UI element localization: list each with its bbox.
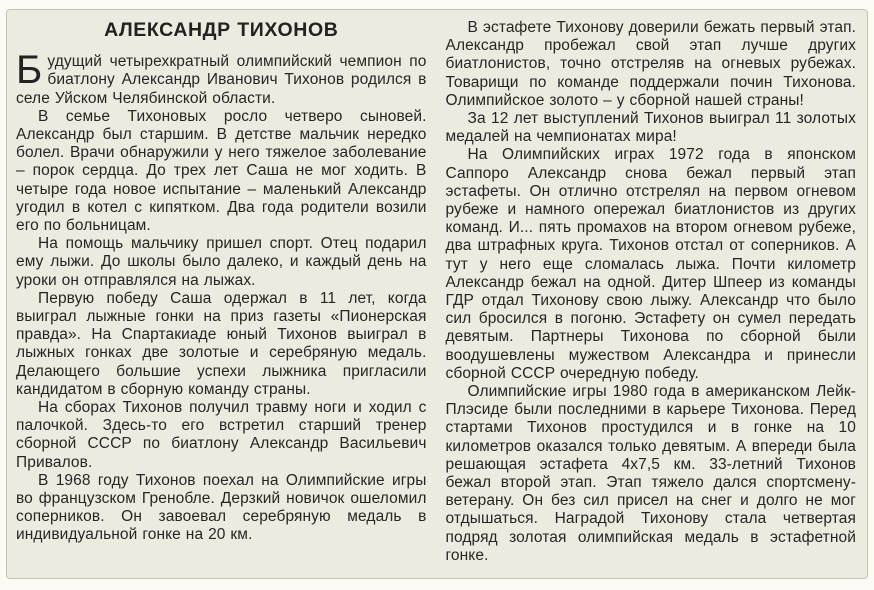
paragraph-text: удущий четырехкратный олимпийский чемпион по биатлону Александр Иванович Тихонов родился в селе Уйском Челябинской области. [16, 53, 427, 107]
right-column [446, 19, 857, 570]
paragraph: В 1968 году Тихонов поехал на Олимпийские игры во французском Гренобле. Дерзкий новичок ошеломил соперников. Он завоевал серебряную медаль в индивидуальной гонке на 20 км. [16, 471, 427, 544]
paragraph: В эстафете Тихонову доверили бежать первый этап. Александр пробежал свой этап лучше других биатлонистов, точно отстреляв на огневых рубежах. Товарищи по команде поддержали почин Тихонова. Олимпийское золото – у сборной нашей страны! [445, 19, 856, 109]
article-card [6, 9, 868, 579]
drop-cap: Б [16, 48, 43, 93]
paragraph: На помощь мальчику пришел спорт. Отец подарил ему лыжи. До школы было далеко, и каждый день на уроки он отправлялся на лыжах. [16, 235, 427, 289]
paragraph: Первую победу Саша одержал в 11 лет, когда выиграл лыжные гонки на приз газеты «Пионерская правда». На Спартакиаде юный Тихонов выиграл в лыжных гонках две золотые и серебряную медаль. Делающего большие успехи лыжника пригласили кандидатом в сборную команду страны. [16, 289, 427, 398]
paragraph: На Олимпийских играх 1972 года в японском Саппоро Александр снова бежал первый этап эстафеты. Он отлично отстрелял на первом огневом рубеже и намного опережал биатлонистов из других команд. И... пять промахов на втором огневом рубеже, два штрафных круга. Тихонов отстал от соперников. А тут у него еще сломалась лыжа. Почти километр Александр бежал на одной. Дитер Шпеер из команды ГДР отдал Тихонову свою лыжу. Александр что было сил бросился в погоню. Эстафету он сумел передать девятым. Партнеры Тихонова по сборной были воодушевлены мужеством Александра и принесли сборной СССР очередную победу. [445, 146, 856, 382]
paragraph: На сборах Тихонов получил травму ноги и ходил с палочкой. Здесь-то его встретил старший тренер сборной СССР по биатлону Александр Васильевич Привалов. [16, 399, 427, 471]
paragraph: В семье Тихоновых росло четверо сыновей. Александр был старшим. В детстве мальчик нередко болел. Врачи обнаружили у него тяжелое заболевание – порок сердца. До трех лет Саша не мог ходить. В четыре года новое испытание – маленький Александр угодил в котел с кипятком. Два года родители возили его по больницам. [16, 107, 427, 235]
paragraph-intro [16, 48, 427, 108]
paragraph: За 12 лет выступлений Тихонов выиграл 11 золотых медалей на чемпионатах мира! [445, 110, 856, 146]
left-column [16, 19, 427, 570]
paragraph: Олимпийские игры 1980 года в американском Лейк-Плэсиде были последними в карьере Тихонова. Перед стартами Тихонов простудился и в гонке на 10 километров оказался только девятым. А впереди была решающая эстафета 4х7,5 км. 33-летний Тихонов бежал второй этап. Этап тяжело дался спортсмену-ветерану. Он без сил присел на снег и долго не мог отдышаться. Наградой Тихонову стала четвертая подряд золотая олимпийская медаль в эстафетной гонке. [445, 383, 856, 564]
page-title: АЛЕКСАНДР ТИХОНОВ [104, 19, 339, 41]
